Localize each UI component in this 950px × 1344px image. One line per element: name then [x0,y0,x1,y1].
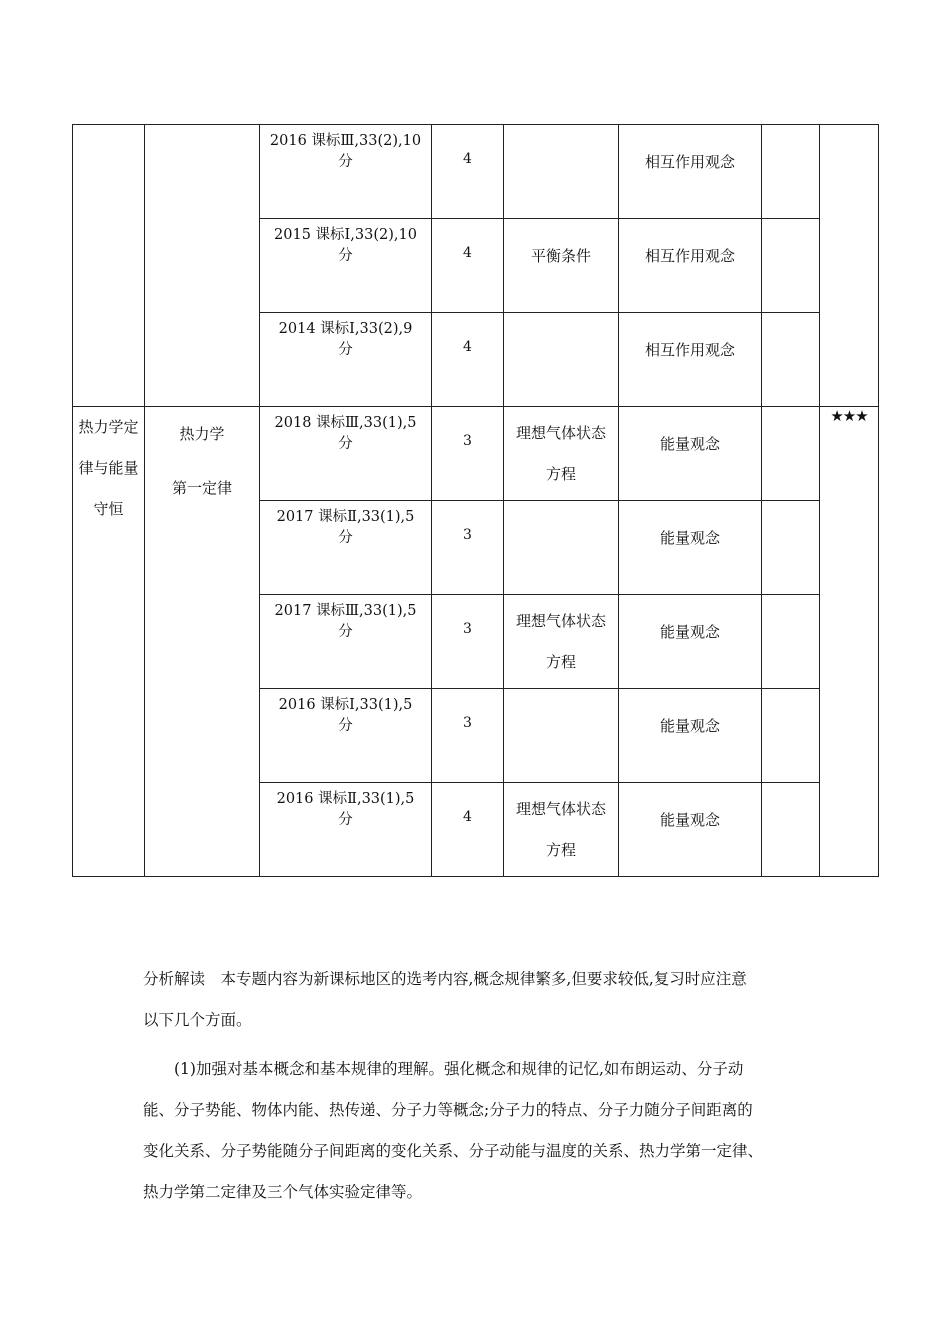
source-cell: 2016 课标Ⅱ,33(1),5 分 [260,783,432,877]
analysis-paragraph-1: 分析解读 本专题内容为新课标地区的选考内容,概念规律繁多,但要求较低,复习时应注意 以下几个方面。 [143,970,747,1029]
literacy-cell: 能量观念 [619,783,762,877]
literacy-cell: 能量观念 [619,501,762,595]
source-cell: 2018 课标Ⅲ,33(1),5 分 [260,407,432,501]
difficulty-cell: 4 [432,783,504,877]
subtopic-cell [145,125,260,407]
difficulty-cell: 4 [432,125,504,219]
table-row [73,407,879,501]
literacy-cell: 能量观念 [619,689,762,783]
source-cell: 2016 课标Ⅰ,33(1),5 分 [260,689,432,783]
knowledge-cell [504,125,619,219]
knowledge-cell: 理想气体状态 方程 [504,595,619,689]
table-row [73,125,879,219]
literacy-cell: 能量观念 [619,595,762,689]
source-cell: 2017 课标Ⅲ,33(1),5 分 [260,595,432,689]
source-cell: 2017 课标Ⅱ,33(1),5 分 [260,501,432,595]
empty-cell [762,595,820,689]
empty-cell [762,125,820,219]
empty-cell [762,689,820,783]
stars-cell [820,407,879,877]
difficulty-cell: 3 [432,595,504,689]
difficulty-cell: 4 [432,219,504,313]
empty-cell [762,783,820,877]
knowledge-cell: 理想气体状态 方程 [504,783,619,877]
source-cell: 2016 课标Ⅲ,33(2),10 分 [260,125,432,219]
knowledge-cell [504,313,619,407]
literacy-cell: 相互作用观念 [619,313,762,407]
literacy-cell: 相互作用观念 [619,125,762,219]
subtopic-cell: 热力学 第一定律 [145,407,260,877]
knowledge-cell [504,689,619,783]
source-cell: 2015 课标Ⅰ,33(2),10 分 [260,219,432,313]
source-cell: 2014 课标Ⅰ,33(2),9 分 [260,313,432,407]
analysis-paragraph-2: (1)加强对基本概念和基本规律的理解。强化概念和规律的记忆,如布朗运动、分子动 能、分子势能、物体内能、热传递、分子力等概念;分子力的特点、分子力随分子间距离的 变化关系、分子势能随分子间距离的变化关系、分子动能与温度的关系、热力学第一定律、 热力学第二定律及三个气体实验定律等。 [143,1060,764,1201]
analysis-section [143,959,813,1213]
knowledge-cell: 平衡条件 [504,219,619,313]
empty-cell [762,407,820,501]
difficulty-cell: 3 [432,501,504,595]
empty-cell [762,313,820,407]
difficulty-cell: 3 [432,689,504,783]
difficulty-cell: 4 [432,313,504,407]
empty-cell [762,219,820,313]
stars-cell [820,125,879,407]
literacy-cell: 相互作用观念 [619,219,762,313]
knowledge-cell [504,501,619,595]
topic-cell: 热力学定 律与能量 守恒 [73,407,145,877]
empty-cell [762,501,820,595]
topic-cell [73,125,145,407]
exam-analysis-table [72,124,879,877]
difficulty-cell: 3 [432,407,504,501]
knowledge-cell: 理想气体状态 方程 [504,407,619,501]
star-rating: ★★★ [830,407,868,425]
literacy-cell: 能量观念 [619,407,762,501]
